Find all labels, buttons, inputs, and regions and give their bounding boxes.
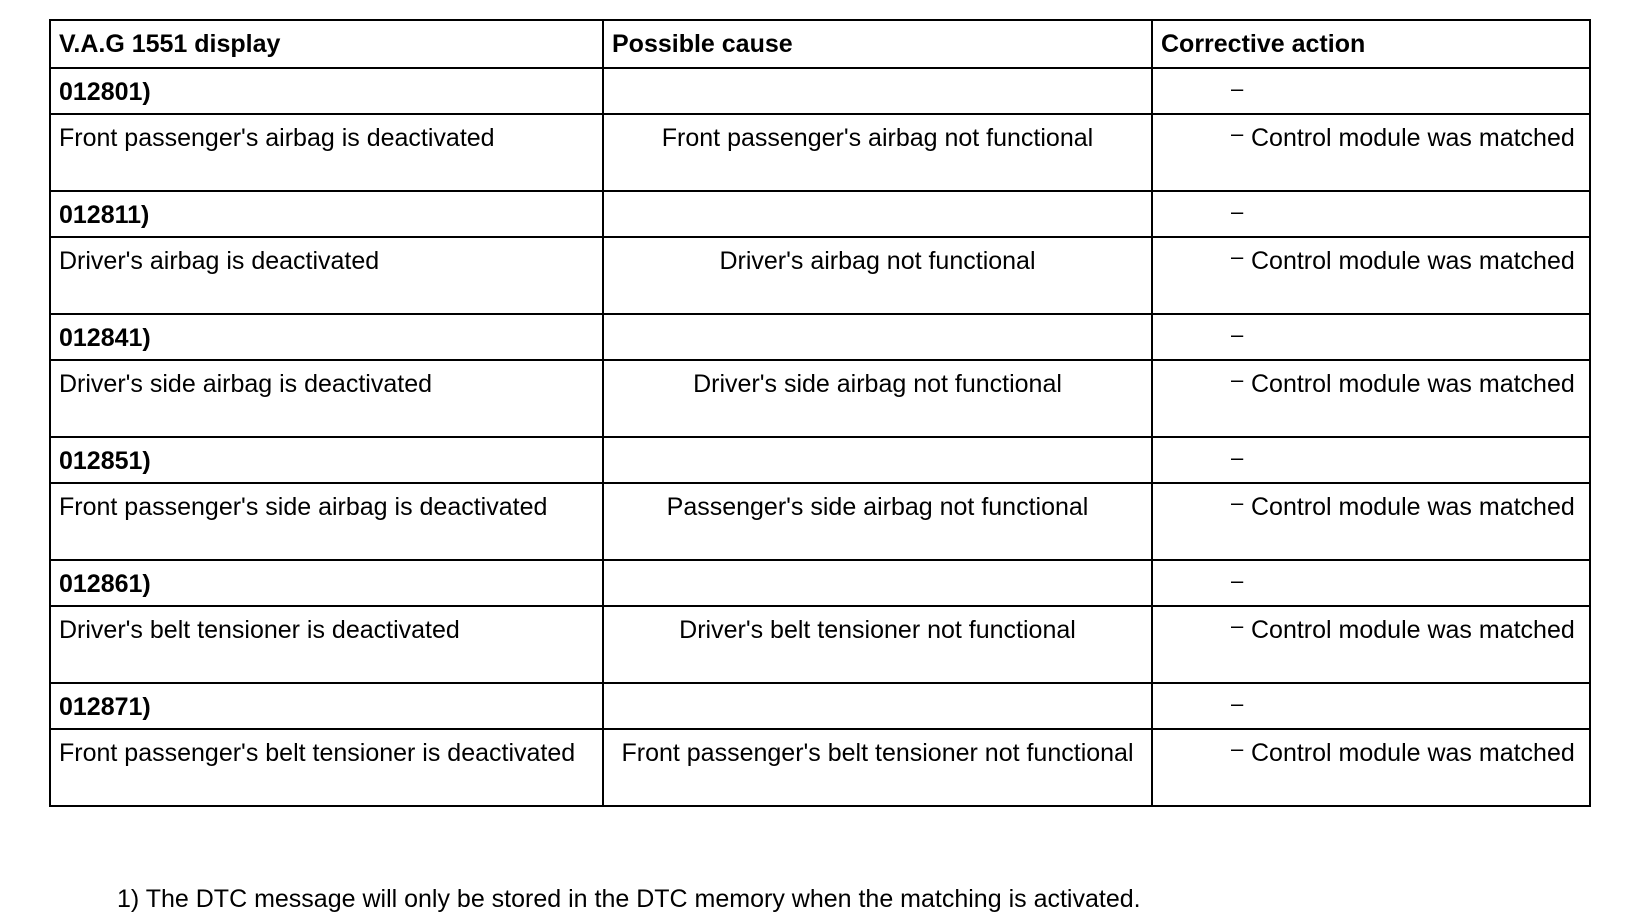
action-text: Control module was matched <box>1251 370 1575 398</box>
display-text: Front passenger's airbag is deactivated <box>50 114 603 191</box>
code-action-cell <box>1152 191 1590 237</box>
table-row-description <box>50 114 1590 191</box>
dtc-code: 012811) <box>50 191 603 237</box>
dtc-code: 012841) <box>50 314 603 360</box>
table-row-code <box>50 560 1590 606</box>
action-text: Control module was matched <box>1251 739 1575 767</box>
empty-cell <box>603 560 1152 606</box>
dash-marker: – <box>1231 322 1244 347</box>
table-row-code <box>50 683 1590 729</box>
dtc-code: 012851) <box>50 437 603 483</box>
empty-cell <box>603 437 1152 483</box>
empty-cell <box>603 683 1152 729</box>
action-item <box>1161 492 1581 522</box>
display-text: Driver's belt tensioner is deactivated <box>50 606 603 683</box>
action-item <box>1161 123 1581 153</box>
action-text: Control module was matched <box>1251 247 1575 275</box>
action-item <box>1161 615 1581 645</box>
table-row-description <box>50 360 1590 437</box>
action-item <box>1161 369 1581 399</box>
possible-cause: Passenger's side airbag not functional <box>603 483 1152 560</box>
display-text: Driver's side airbag is deactivated <box>50 360 603 437</box>
dash-marker: – <box>1231 199 1244 224</box>
display-text: Driver's airbag is deactivated <box>50 237 603 314</box>
table-row-description <box>50 237 1590 314</box>
action-text: Control module was matched <box>1251 493 1575 521</box>
display-text: Front passenger's belt tensioner is deactivated <box>50 729 603 806</box>
dash-marker: – <box>1231 691 1244 716</box>
dtc-code: 012861) <box>50 560 603 606</box>
possible-cause: Driver's airbag not functional <box>603 237 1152 314</box>
dash-marker: – <box>1231 244 1244 269</box>
corrective-action <box>1152 114 1590 191</box>
action-item <box>1161 246 1581 276</box>
code-action-cell <box>1152 683 1590 729</box>
header-cause: Possible cause <box>603 20 1152 68</box>
corrective-action <box>1152 606 1590 683</box>
empty-cell <box>603 314 1152 360</box>
possible-cause: Driver's belt tensioner not functional <box>603 606 1152 683</box>
code-action-cell <box>1152 314 1590 360</box>
table-header-row <box>50 20 1590 68</box>
corrective-action <box>1152 483 1590 560</box>
code-action-cell <box>1152 68 1590 114</box>
corrective-action <box>1152 360 1590 437</box>
dash-marker: – <box>1231 367 1244 392</box>
dash-marker: – <box>1231 736 1244 761</box>
table-row-code <box>50 314 1590 360</box>
dtc-table <box>49 19 1591 807</box>
dtc-code: 012871) <box>50 683 603 729</box>
header-action: Corrective action <box>1152 20 1590 68</box>
dash-marker: – <box>1231 76 1244 101</box>
table-row-description <box>50 606 1590 683</box>
dash-marker: – <box>1231 613 1244 638</box>
dtc-code: 012801) <box>50 68 603 114</box>
code-action-cell <box>1152 437 1590 483</box>
display-text: Front passenger's side airbag is deactivated <box>50 483 603 560</box>
action-text: Control module was matched <box>1251 124 1575 152</box>
code-action-cell <box>1152 560 1590 606</box>
dash-marker: – <box>1231 445 1244 470</box>
action-text: Control module was matched <box>1251 616 1575 644</box>
action-item <box>1161 738 1581 768</box>
dash-marker: – <box>1231 568 1244 593</box>
possible-cause: Front passenger's airbag not functional <box>603 114 1152 191</box>
table-row-code <box>50 437 1590 483</box>
dash-marker: – <box>1231 121 1244 146</box>
table-row-description <box>50 483 1590 560</box>
header-display: V.A.G 1551 display <box>50 20 603 68</box>
table-row-code <box>50 68 1590 114</box>
table-row-description <box>50 729 1590 806</box>
possible-cause: Front passenger's belt tensioner not functional <box>603 729 1152 806</box>
corrective-action <box>1152 729 1590 806</box>
empty-cell <box>603 68 1152 114</box>
table-row-code <box>50 191 1590 237</box>
empty-cell <box>603 191 1152 237</box>
dash-marker: – <box>1231 490 1244 515</box>
footnote: 1) The DTC message will only be stored in the DTC memory when the matching is activated. <box>117 885 1141 913</box>
corrective-action <box>1152 237 1590 314</box>
possible-cause: Driver's side airbag not functional <box>603 360 1152 437</box>
